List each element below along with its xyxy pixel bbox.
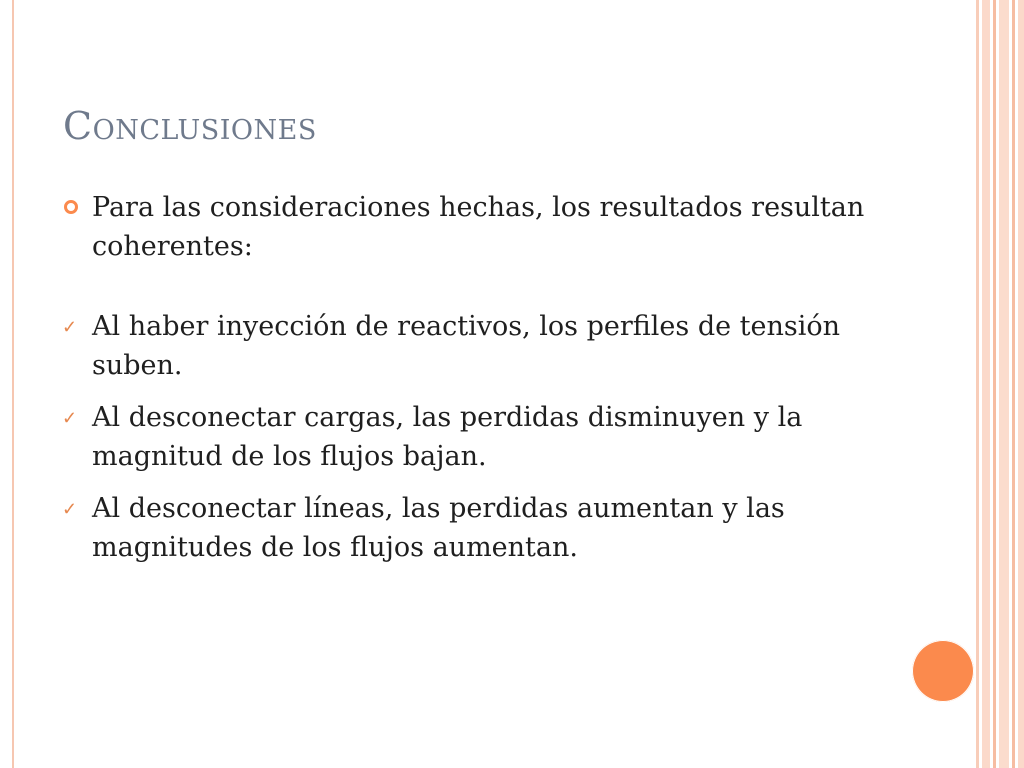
- stripe: [999, 0, 1009, 768]
- conclusion-text: Al haber inyección de reactivos, los perfiles de tensión suben.: [92, 311, 841, 381]
- stripe: [982, 0, 990, 768]
- check-icon: ✓: [62, 408, 78, 429]
- intro-text: Para las consideraciones hechas, los resultados resultan coherentes:: [92, 192, 865, 262]
- left-border-line: [12, 0, 14, 768]
- slide-title: Conclusiones: [63, 104, 317, 148]
- slide-body: [62, 188, 892, 567]
- spacer: [92, 266, 892, 307]
- stripe: [976, 0, 979, 768]
- check-icon: ✓: [62, 317, 78, 338]
- decorative-circle: [912, 640, 974, 702]
- conclusion-text: Al desconectar cargas, las perdidas disminuyen y la magnitud de los flujos bajan.: [92, 402, 803, 472]
- stripe: [993, 0, 996, 768]
- conclusion-item: [62, 398, 892, 476]
- intro-bullet-item: [92, 188, 892, 266]
- stripe: [1012, 0, 1015, 768]
- stripe: [1018, 0, 1024, 768]
- conclusion-item: [62, 489, 892, 567]
- decorative-stripes: [976, 0, 1024, 768]
- conclusion-text: Al desconectar líneas, las perdidas aumentan y las magnitudes de los flujos aumentan.: [92, 493, 785, 563]
- conclusion-item: [62, 307, 892, 385]
- check-icon: ✓: [62, 499, 78, 520]
- ring-bullet-icon: [64, 200, 78, 214]
